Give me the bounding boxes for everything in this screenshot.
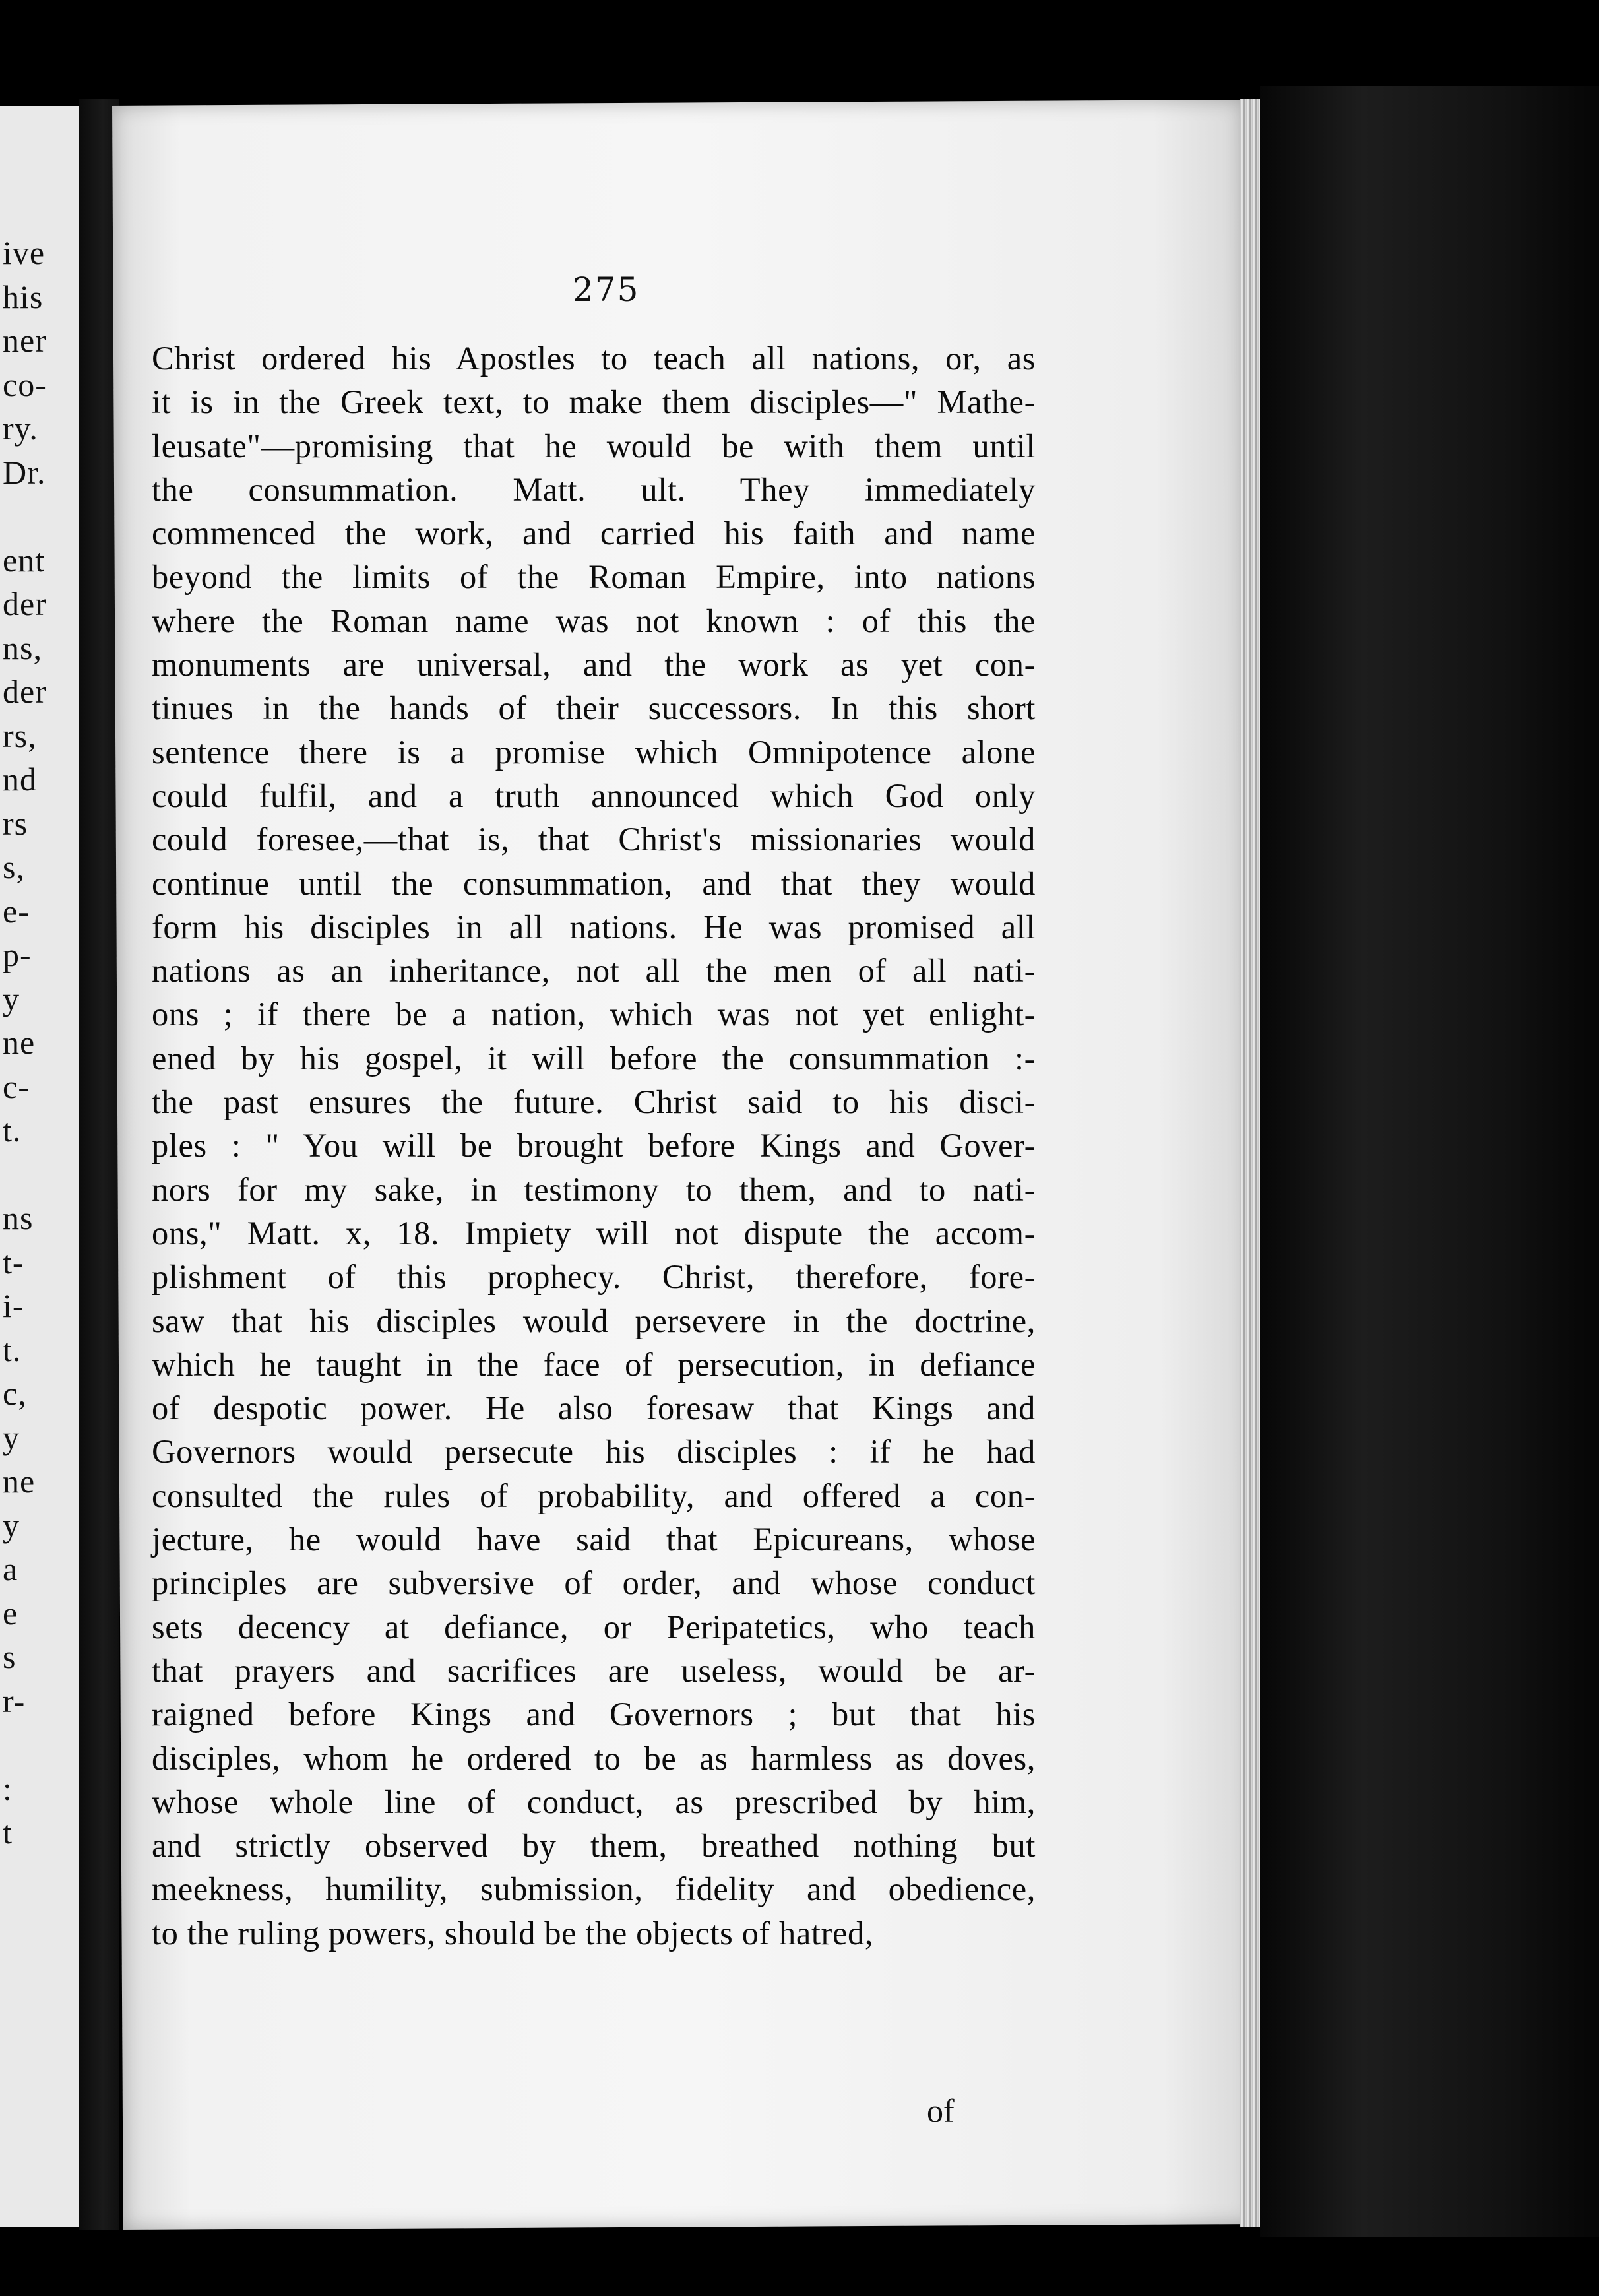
text-line: form his disciples in all nations. He was promised all: [152, 908, 1036, 945]
text-line: consulted the rules of probability, and offered a con-: [152, 1477, 1036, 1514]
text-line: and strictly observed by them, breathed nothing but: [152, 1827, 1036, 1865]
previous-page-fragment: [0, 106, 83, 2227]
text-line: could foresee,—that is, that Christ's missionaries would: [152, 821, 1036, 858]
previous-page-fragment-line: s,: [3, 848, 25, 885]
text-line: ples : " You will be brought before Kings and Gover-: [152, 1127, 1036, 1164]
text-line: could fulfil, and a truth announced which God only: [152, 777, 1036, 814]
previous-page-fragment-line: e: [3, 1594, 18, 1632]
previous-page-fragment-line: a: [3, 1550, 18, 1587]
previous-page-fragment-line: nd: [3, 761, 37, 798]
book-gutter: [79, 99, 119, 2230]
text-line: commenced the work, and carried his faith and name: [152, 515, 1036, 552]
previous-page-line-ends: [3, 231, 75, 1855]
text-line: ons," Matt. x, 18. Impiety will not dispute the accom-: [152, 1214, 1036, 1252]
previous-page-fragment-line: c,: [3, 1375, 27, 1412]
previous-page-fragment-line: ive: [3, 234, 46, 271]
text-line: it is in the Greek text, to make them disciples—" Mathe-: [152, 383, 1036, 421]
previous-page-fragment-line: [3, 494, 75, 538]
text-line: the past ensures the future. Christ said to his disci-: [152, 1083, 1036, 1121]
text-line: which he taught in the face of persecution, in defiance: [152, 1345, 1036, 1383]
previous-page-fragment-line: y: [3, 980, 20, 1017]
previous-page-fragment-line: ner: [3, 322, 47, 359]
text-line: plishment of this prophecy. Christ, therefore, fore-: [152, 1258, 1036, 1296]
text-line: to the ruling powers, should be the objects of hatred,: [152, 1914, 874, 1952]
previous-page-fragment-line: rs: [3, 804, 28, 842]
previous-page-fragment-line: s: [3, 1638, 16, 1675]
previous-page-fragment-line: ent: [3, 541, 46, 579]
previous-page-fragment-line: ne: [3, 1024, 36, 1061]
previous-page-fragment-line: t.: [3, 1331, 22, 1368]
text-line: principles are subversive of order, and whose conduct: [152, 1564, 1036, 1602]
previous-page-fragment-line: der: [3, 585, 47, 622]
previous-page-fragment-line: [3, 1723, 75, 1767]
text-line: ons ; if there be a nation, which was not yet enlight-: [152, 996, 1036, 1033]
previous-page-fragment-line: ry.: [3, 410, 38, 447]
previous-page-fragment-line: r-: [3, 1682, 26, 1719]
previous-page-fragment-line: y: [3, 1506, 20, 1544]
previous-page-fragment-line: ne: [3, 1463, 36, 1500]
text-line: tinues in the hands of their successors. In this short: [152, 689, 1036, 727]
previous-page-fragment-line: ns: [3, 1199, 34, 1236]
previous-page-fragment-line: [3, 1153, 75, 1197]
previous-page-fragment-line: Dr.: [3, 453, 46, 491]
text-line: nations as an inheritance, not all the men of all nati-: [152, 952, 1036, 990]
catchword: of: [927, 2092, 955, 2129]
text-line: beyond the limits of the Roman Empire, into nations: [152, 558, 1036, 596]
previous-page-fragment-line: ns,: [3, 629, 42, 666]
previous-page-fragment-line: der: [3, 673, 47, 710]
text-line: nors for my sake, in testimony to them, and to nati-: [152, 1170, 1036, 1208]
page-number: 275: [573, 271, 640, 309]
text-line: sentence there is a promise which Omnipotence alone: [152, 733, 1036, 771]
previous-page-fragment-line: t: [3, 1814, 13, 1851]
previous-page-fragment-line: his: [3, 278, 44, 315]
text-line: meekness, humility, submission, fidelity and obedience,: [152, 1870, 1036, 1908]
text-line: saw that his disciples would persevere in the doctrine,: [152, 1302, 1036, 1339]
previous-page-fragment-line: i-: [3, 1287, 24, 1324]
text-line: of despotic power. He also foresaw that Kings and: [152, 1389, 1036, 1427]
previous-page-fragment-line: c-: [3, 1068, 30, 1105]
text-line: the consummation. Matt. ult. They immediately: [152, 470, 1036, 508]
previous-page-fragment-line: :: [3, 1770, 13, 1807]
previous-page-fragment-line: rs,: [3, 717, 37, 754]
text-line: disciples, whom he ordered to be as harmless as doves,: [152, 1739, 1036, 1777]
text-line: ened by his gospel, it will before the consummation :-: [152, 1039, 1036, 1077]
previous-page-fragment-line: t.: [3, 1112, 22, 1149]
text-line: where the Roman name was not known : of this the: [152, 602, 1036, 639]
previous-page-fragment-line: p-: [3, 936, 32, 973]
text-line: monuments are universal, and the work as yet con-: [152, 646, 1036, 684]
text-line: sets decency at defiance, or Peripatetics, who teach: [152, 1608, 1036, 1645]
text-line: raigned before Kings and Governors ; but that his: [152, 1696, 1036, 1733]
page-edges: [1240, 99, 1261, 2227]
previous-page-fragment-line: e-: [3, 892, 30, 930]
book-cover: [1260, 86, 1599, 2237]
text-line: Christ ordered his Apostles to teach all nations, or, as: [152, 340, 1036, 377]
previous-page-fragment-line: y: [3, 1419, 20, 1456]
text-line: that prayers and sacrifices are useless, would be ar-: [152, 1651, 1036, 1689]
text-line: jecture, he would have said that Epicureans, whose: [152, 1521, 1036, 1558]
page-body-text: [152, 336, 1036, 1955]
text-line: Governors would persecute his disciples : if he had: [152, 1433, 1036, 1471]
previous-page-fragment-line: co-: [3, 366, 47, 403]
text-line: leusate"—promising that he would be with them until: [152, 427, 1036, 464]
text-line: continue until the consummation, and that they would: [152, 864, 1036, 902]
text-line: whose whole line of conduct, as prescribed by him,: [152, 1783, 1036, 1820]
previous-page-fragment-line: t-: [3, 1243, 24, 1281]
